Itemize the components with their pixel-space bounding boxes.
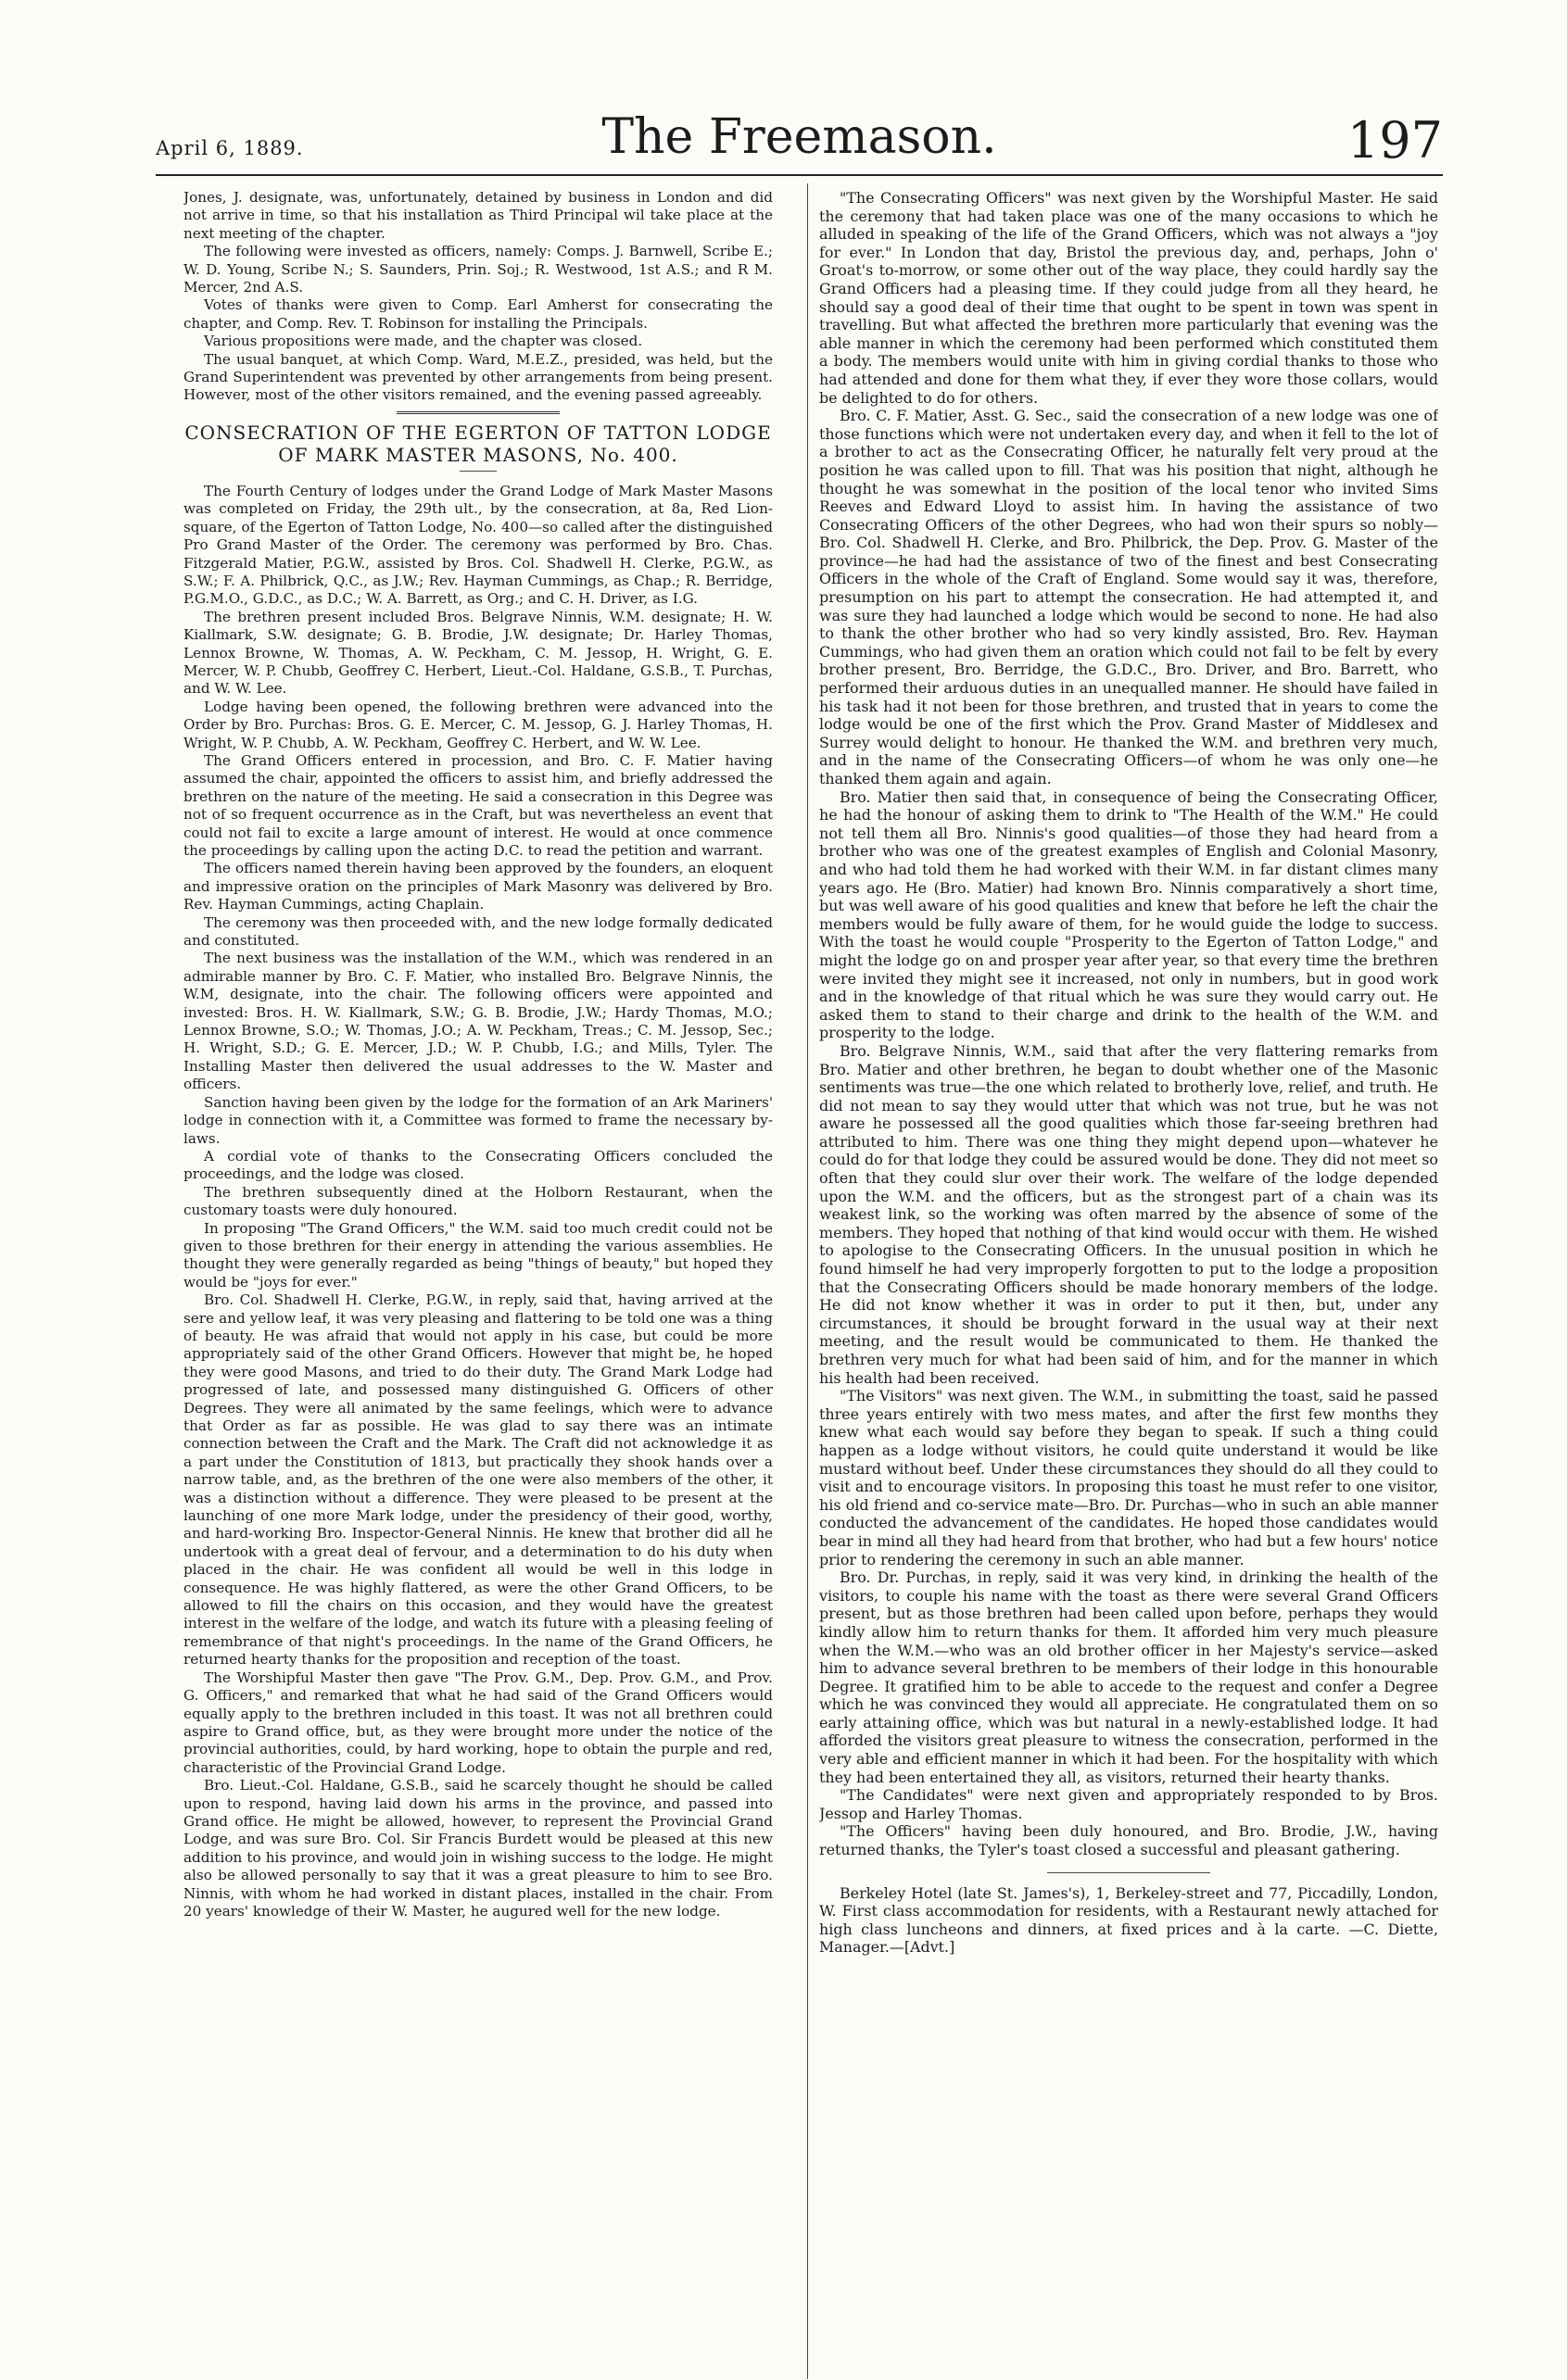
body-paragraph: The brethren present included Bros. Belgrave Ninnis, W.M. designate; H. W. Kiallmark, S.W. designate; G. B. Brodie, J.W. designate; Dr. Harley Thomas, Lennox Browne, W. Thomas, A. W. Peckham, C. M. Jessop, H. Wright, G. E. Mercer, W. P. Chubb, Geoffrey C. Herbert, Lieut.-Col. Haldane, G.S.B., T. Purchas, and W. W. Lee.: [183, 608, 773, 698]
body-paragraph: The brethren subsequently dined at the Holborn Restaurant, when the customary toasts were duly honoured.: [183, 1183, 773, 1219]
body-paragraph: The Worshipful Master then gave "The Prov. G.M., Dep. Prov. G.M., and Prov. G. Officers," and remarked that what he had said of the Grand Officers would equally apply to the brethren included in this toast. It was not all brethren could aspire to Grand office, but, as they were brought more under the notice of the provincial authorities, could, by hard working, hope to obtain the purple and red, characteristic of the Provincial Grand Lodge.: [183, 1669, 773, 1776]
body-paragraph: "The Officers" having been duly honoured, and Bro. Brodie, J.W., having returned thanks, the Tyler's toast closed a successful and pleasant gathering.: [819, 1822, 1438, 1859]
body-paragraph: "The Visitors" was next given. The W.M., in submitting the toast, said he passed three years entirely with two mess mates, and after the first few months they knew what each would say before they began to speak. If such a thing could happen as a lodge without visitors, he could quite understand it would be like mustard without beef. Under these circumstances they should do all they could to visit and to encourage visitors. In proposing this toast he must refer to one visitor, his old friend and co-service mate—Bro. Dr. Purchas—who in such an able manner conducted the advancement of the candidates. He hoped those candidates would bear in mind all they had heard from that brother, who had but a few hours' notice prior to rendering the ceremony in such an able manner.: [819, 1387, 1438, 1568]
body-paragraph: Various propositions were made, and the chapter was closed.: [204, 333, 643, 350]
body-paragraph: Votes of thanks were given to Comp. Earl Amherst for consecrating the chapter, and Comp. Rev. T. Robinson for installing the Principals.: [183, 296, 773, 332]
article-headline: CONSECRATION OF THE EGERTON OF TATTON LODGE OF MARK MASTER MASONS, No. 400.: [184, 421, 772, 466]
right-column: [819, 189, 1438, 2380]
body-paragraph: Bro. Col. Shadwell H. Clerke, P.G.W., in reply, said that, having arrived at the sere and yellow leaf, it was very pleasing and flattering to be told one was a thing of beauty. He was afraid that would not apply in his case, but could be more appropriately said of the other Grand Officers. However that might be, he hoped they were good Masons, and tried to do their duty. The Grand Mark Lodge had progressed of late, and possessed many distinguished G. Officers of other Degrees. They were all animated by the same feelings, which were to advance that Order as far as possible. He was glad to say there was an intimate connection between the Craft and the Mark. The Craft did not acknowledge it as a part under the Constitution of 1813, but practically they shook hands over a narrow table, and, as the brethren of the one were also members of the other, it was a distinction without a difference. They were pleased to be present at the launching of one more Mark lodge, under the presidency of their good, worthy, and hard-working Bro. Inspector-General Ninnis. He knew that brother did all he undertook with a great deal of fervour, and a determination to do his duty when placed in the chair. He was confident all would be well in this lodge in consequence. He was highly flattered, as were the other Grand Officers, to be allowed to fill the chairs on this occasion, and they would have the greatest interest in the welfare of the lodge, and watch its future with a pleasing feeling of remembrance of that night's proceedings. In the name of the Grand Officers, he returned hearty thanks for the proposition and reception of the toast.: [183, 1291, 773, 1669]
body-paragraph: Sanction having been given by the lodge for the formation of an Ark Mariners' lodge in connection with it, a Committee was formed to frame the necessary by-laws.: [183, 1093, 773, 1147]
issue-date: April 6, 1889.: [156, 137, 304, 159]
body-paragraph: Bro. Matier then said that, in consequence of being the Consecrating Officer, he had the honour of asking them to drink to "The Health of the W.M." He could not tell them all Bro. Ninnis's good qualities—of those they had heard from a brother who was one of the greatest examples of English and Colonial Masonry, and who had told them he had worked with their W.M. in far distant climes many years ago. He (Bro. Matier) had known Bro. Ninnis comparatively a short time, but was well aware of his good qualities and knew that before he left the chair the members would be fully aware of them, for he would guide the lodge to success. With the toast he would couple "Prosperity to the Egerton of Tatton Lodge," and might the lodge go on and prosper year after year, so that every time the brethren were invited they might see it increased, not only in numbers, but in good work and in the knowledge of that ritual which he was sure they would carry out. He asked them to stand to their charge and drink to the health of the W.M. and prosperity to the lodge.: [819, 787, 1438, 1042]
masthead-rule: [156, 174, 1443, 176]
body-paragraph: Jones, J. designate, was, unfortunately, detained by business in London and did not arrive in time, so that his installation as Third Principal wil take place at the next meeting of the chapter.: [183, 189, 773, 242]
body-paragraph: The ceremony was then proceeded with, and the new lodge formally dedicated and constituted.: [183, 913, 773, 950]
headline-rule: [460, 471, 497, 472]
page-number: 197: [1346, 111, 1443, 170]
body-paragraph: Bro. Belgrave Ninnis, W.M., said that after the very flattering remarks from Bro. Matier and other brethren, he began to doubt whether one of the Masonic sentiments was true—the one which related to brotherly love, relief, and truth. He did not mean to say they would utter that which was not true, but he was not aware he possessed all the good qualities which those far-seeing brethren had attributed to him. There was one thing they might depend upon—whatever he could do for that lodge they could be assured would be done. They did not meet so often that they could slur over their work. The welfare of the lodge depended upon the W.M. and the officers, but as the strongest part of a chain was its weakest link, so the working was often marred by the absence of some of the members. They hoped that nothing of that kind would occur with them. He wished to apologise to the Consecrating Officers. In the unusual position in which he found himself he had very improperly forgotten to put to the lodge a proposition that the Consecrating Officers should be made honorary members of the lodge. He did not know whether it was in order to put it then, but, under any circumstances, it should be brought forward in the usual way at their next meeting, and the result would be communicated to them. He thanked the brethren very much for what had been said of him, and for the manner in which his health had been received.: [819, 1041, 1438, 1387]
body-paragraph: The following were invested as officers, namely: Comps. J. Barnwell, Scribe E.; W. D. Young, Scribe N.; S. Saunders, Prin. Soj.; R. Westwood, 1st A.S.; and R M. Mercer, 2nd A.S.: [183, 243, 773, 296]
body-paragraph: "The Candidates" were next given and appropriately responded to by Bros. Jessop and Harley Thomas.: [819, 1786, 1438, 1822]
body-paragraph: The usual banquet, at which Comp. Ward, M.E.Z., presided, was held, but the Grand Superintendent was prevented by other arrangements from being present. However, most of the other visitors remained, and the evening passed agreeably.: [183, 350, 773, 404]
masthead: [156, 109, 1443, 195]
body-paragraph: The officers named therein having been approved by the founders, an eloquent and impressive oration on the principles of Mark Masonry was delivered by Bro. Rev. Hayman Cummings, acting Chaplain.: [183, 860, 773, 913]
newspaper-title: The Freemason.: [601, 109, 997, 165]
body-paragraph: Bro. C. F. Matier, Asst. G. Sec., said the consecration of a new lodge was one of those functions which were not undertaken every day, and when it fell to the lot of a brother to act as the Consecrating Officer, he naturally felt very proud at the position he was called upon to fill. That was his position that night, although he thought he was somewhat in the position of the local tenor who invited Sims Reeves and Edward Lloyd to assist him. In having the assistance of two Consecrating Officers of the other Degrees, who had won their spurs so nobly—Bro. Col. Shadwell H. Clerke, and Bro. Philbrick, the Dep. Prov. G. Master of the province—he had had the assistance of two of the finest and best Consecrating Officers in the whole of the Craft of England. Some would say it was, therefore, presumption on his part to attempt the consecration. He had attempted it, and was sure they had launched a lodge which would be second to none. He had also to thank the other brother who had so very kindly assisted, Bro. Rev. Hayman Cummings, who had given them an oration which could not fail to be felt by every brother present, Bro. Berridge, the G.D.C., Bro. Driver, and Bro. Barrett, who performed their arduous duties in an unequalled manner. He should have failed in his task had it not been for those brethren, and trusted that in years to come the lodge would be one of the first which the Prov. Grand Master of Middlesex and Surrey would delight to honour. He thanked the W.M. and brethren very much, and in the name of the Consecrating Officers—of whom he was only one—he thanked them again and again.: [819, 407, 1438, 787]
advert-divider: [1047, 1872, 1210, 1873]
body-paragraph: The Grand Officers entered in procession, and Bro. C. F. Matier having assumed the chair, appointed the officers to assist him, and briefly addressed the brethren on the nature of the meeting. He said a consecration in this Degree was not of so frequent occurrence as in the Craft, but was nevertheless an event that could not fail to excite a large amount of interest. He would at once commence the proceedings by calling upon the acting D.C. to read the petition and warrant.: [183, 751, 773, 859]
advertisement-text: Berkeley Hotel (late St. James's), 1, Berkeley-street and 77, Piccadilly, London, W. First class accommodation for residents, with a Restaurant newly attached for high class luncheons and dinners, at fixed prices and à la carte. —C. Diette, Manager.—[Advt.]: [819, 1883, 1438, 1957]
left-column: [183, 189, 773, 2380]
body-paragraph: Bro. Lieut.-Col. Haldane, G.S.B., said he scarcely thought he should be called upon to respond, having laid down his arms in the province, and passed into Grand office. He might be allowed, however, to represent the Provincial Grand Lodge, and was sure Bro. Col. Sir Francis Burdett would be pleased at this new addition to his province, and would join in wishing success to the lodge. He might also be allowed personally to say that it was a great pleasure to him to see Bro. Ninnis, with whom he had worked in distant places, installed in the chair. From 20 years' knowledge of their W. Master, he augured well for the new lodge.: [183, 1777, 773, 1920]
column-divider: [807, 183, 808, 2379]
body-paragraph: The next business was the installation of the W.M., which was rendered in an admirable manner by Bro. C. F. Matier, who installed Bro. Belgrave Ninnis, the W.M, designate, into the chair. The following officers were appointed and invested: Bros. H. W. Kiallmark, S.W.; G. B. Brodie, J.W.; Hardy Thomas, M.O.; Lennox Browne, S.O.; W. Thomas, J.O.; A. W. Peckham, Treas.; C. M. Jessop, Sec.; H. Wright, S.D.; G. E. Mercer, J.D.; W. P. Chubb, I.G.; and Mills, Tyler. The Installing Master then delivered the usual addresses to the W. Master and officers.: [183, 950, 773, 1093]
hotel-advertisement: [819, 1884, 1438, 1957]
body-paragraph: In proposing "The Grand Officers," the W.M. said too much credit could not be given to those brethren for their energy in attending the various assemblies. He thought they were generally regarded as being "things of beauty," but hoped they would be "joys for ever.": [183, 1219, 773, 1291]
body-paragraph: A cordial vote of thanks to the Consecrating Officers concluded the proceedings, and the lodge was closed.: [183, 1147, 773, 1183]
body-paragraph: "The Consecrating Officers" was next given by the Worshipful Master. He said the ceremony that had taken place was one of the many occasions to which he alluded in speaking of the life of the Grand Officers, which was not always a "joy for ever." In London that day, Bristol the previous day, and, perhaps, John o' Groat's to-morrow, or some other out of the way place, they could hardly say the Grand Officers had a pleasing time. If they could judge from all they heard, he should say a good deal of their time that ought to be spent in town was spent in travelling. But what affected the brethren more particularly that evening was the able manner in which the ceremony had been performed which constituted them a body. The members would unite with him in giving cordial thanks to those who had attended and done for them what they, if ever they wore those collars, would be delighted to do for others.: [819, 189, 1438, 407]
body-paragraph: Lodge having been opened, the following brethren were advanced into the Order by Bro. Purchas: Bros. G. E. Mercer, C. M. Jessop, G. J. Harley Thomas, H. Wright, W. P. Chubb, A. W. Peckham, Geoffrey C. Herbert, and W. W. Lee.: [183, 698, 773, 751]
body-paragraph: Bro. Dr. Purchas, in reply, said it was very kind, in drinking the health of the visitors, to couple his name with the toast as there were several Grand Officers present, but as those brethren had been called upon before, perhaps they would kindly allow him to return thanks for them. It afforded him very much pleasure when the W.M.—who was an old brother officer in her Majesty's service—asked him to advance several brethren to be members of their lodge in this honourable Degree. It gratified him to be able to accede to the request and confer a Degree which he was convinced they would all appreciate. He congratulated them on so early attaining office, which was but natural in a newly-established lodge. It had afforded the visitors great pleasure to witness the consecration, performed in the very able and efficient manner in which it had been. For the hospitality with which they had been entertained they all, as visitors, returned their hearty thanks.: [819, 1568, 1438, 1786]
section-divider: [397, 411, 560, 414]
body-paragraph: The Fourth Century of lodges under the Grand Lodge of Mark Master Masons was completed on Friday, the 29th ult., by the consecration, at 8a, Red Lion-square, of the Egerton of Tatton Lodge, No. 400—so called after the distinguished Pro Grand Master of the Order. The ceremony was performed by Bro. Chas. Fitzgerald Matier, P.G.W., assisted by Bros. Col. Shadwell H. Clerke, P.G.W., as S.W.; F. A. Philbrick, Q.C., as J.W.; Rev. Hayman Cummings, as Chap.; R. Berridge, P.G.M.O., G.D.C., as D.C.; W. A. Barrett, as Org.; and C. H. Driver, as I.G.: [183, 482, 773, 608]
